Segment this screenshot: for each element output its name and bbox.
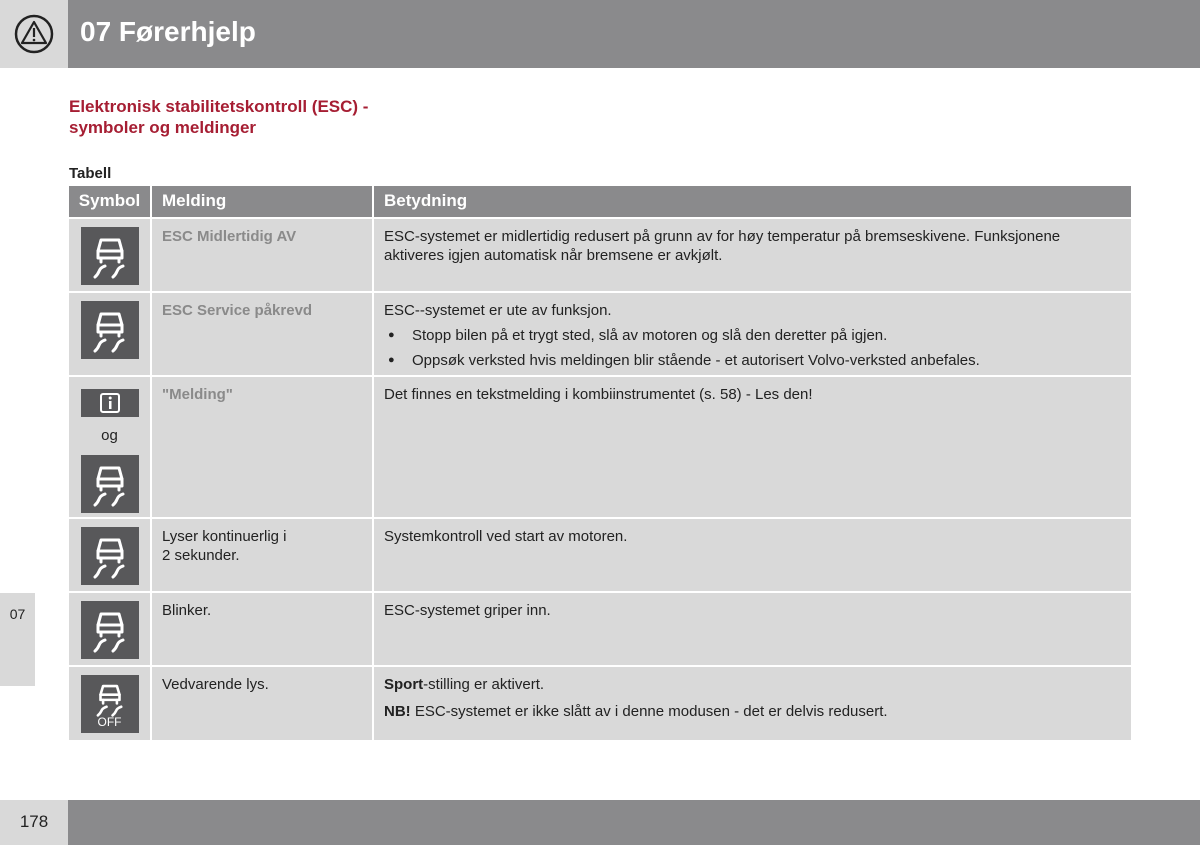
- meaning-cell: [374, 667, 1131, 740]
- symbol-cell: [69, 293, 150, 375]
- message-text: ESC Service påkrevd: [162, 302, 313, 319]
- message-text: "Melding": [162, 386, 233, 403]
- page-number: 178: [19, 812, 49, 831]
- side-tab-label: 07: [9, 606, 26, 622]
- meaning-text: [384, 675, 1121, 694]
- symbol-cell: [69, 219, 150, 291]
- message-text: ESC Midlertidig AV: [162, 228, 297, 245]
- section-title-line2: symboler og meldinger: [69, 118, 257, 137]
- message-cell: Blinker.: [152, 593, 372, 665]
- table-caption: Tabell: [69, 165, 112, 182]
- off-label: OFF: [97, 715, 122, 729]
- meaning-cell: Systemkontroll ved start av motoren.: [374, 519, 1131, 591]
- warning-triangle-icon: [14, 14, 54, 54]
- header-bar: [68, 0, 1200, 68]
- message-line: 2 sekunder.: [162, 547, 240, 564]
- message-line: Lyser kontinuerlig i: [162, 528, 287, 545]
- meaning-cell: ESC-systemet er midlertidig redusert på grunn av for høy temperatur på bremseskivene. Funksjonene aktiveres igjen automatisk når bremsene er avkjølt.: [374, 219, 1131, 291]
- bullet-item: ● Stopp bilen på et trygt sted, slå av motoren og slå den deretter på igjen.: [384, 326, 1121, 345]
- note-text: [384, 702, 1121, 721]
- chapter-side-tab: [0, 593, 35, 686]
- symbol-cell: [69, 377, 150, 517]
- footer-bar: [68, 800, 1200, 845]
- header-message: Melding: [152, 186, 372, 217]
- table-row: [69, 377, 1131, 517]
- table-row: [69, 519, 1131, 591]
- meaning-cell: Det finnes en tekstmelding i kombiinstrumentet (s. 58) - Les den!: [374, 377, 1131, 517]
- esc-skid-icon: [81, 301, 139, 359]
- esc-symbols-table: [69, 186, 1131, 742]
- note-rest: ESC-systemet er ikke slått av i denne modusen - det er delvis redusert.: [410, 703, 888, 720]
- section-title: [69, 96, 368, 138]
- symbol-cell: [69, 519, 150, 591]
- note-bold: NB!: [384, 703, 411, 720]
- header-meaning: Betydning: [374, 186, 1131, 217]
- table-row: [69, 593, 1131, 665]
- section-title-line1: Elektronisk stabilitetskontroll (ESC) -: [69, 97, 369, 116]
- esc-skid-icon: [81, 227, 139, 285]
- meaning-cell: [374, 293, 1131, 375]
- info-message-icon: [81, 389, 139, 417]
- symbol-cell: [69, 667, 150, 740]
- esc-off-icon: [81, 675, 139, 733]
- meaning-rest: -stilling er aktivert.: [423, 676, 545, 693]
- meaning-cell: ESC-systemet griper inn.: [374, 593, 1131, 665]
- header-symbol: Symbol: [69, 186, 150, 217]
- esc-skid-icon: [81, 527, 139, 585]
- table-row: [69, 219, 1131, 291]
- footer-page-area: [0, 800, 68, 845]
- esc-skid-icon: [81, 601, 139, 659]
- table-header-row: [69, 186, 1131, 217]
- chapter-title: 07 Førerhjelp: [80, 16, 256, 47]
- bullet-item: ● Oppsøk verksted hvis meldingen blir stående - et autorisert Volvo-verksted anbefales.: [384, 351, 1121, 370]
- header-icon-area: [0, 0, 68, 68]
- message-cell: [152, 377, 372, 517]
- symbol-connector: og: [101, 427, 118, 444]
- message-cell: [152, 219, 372, 291]
- message-cell: [152, 519, 372, 591]
- symbol-cell: [69, 593, 150, 665]
- meaning-text: ESC--systemet er ute av funksjon.: [384, 302, 612, 319]
- table-row: [69, 667, 1131, 740]
- meaning-bold: Sport: [384, 676, 424, 693]
- message-cell: [152, 293, 372, 375]
- table-row: [69, 293, 1131, 375]
- esc-skid-icon: [81, 455, 139, 513]
- message-cell: Vedvarende lys.: [152, 667, 372, 740]
